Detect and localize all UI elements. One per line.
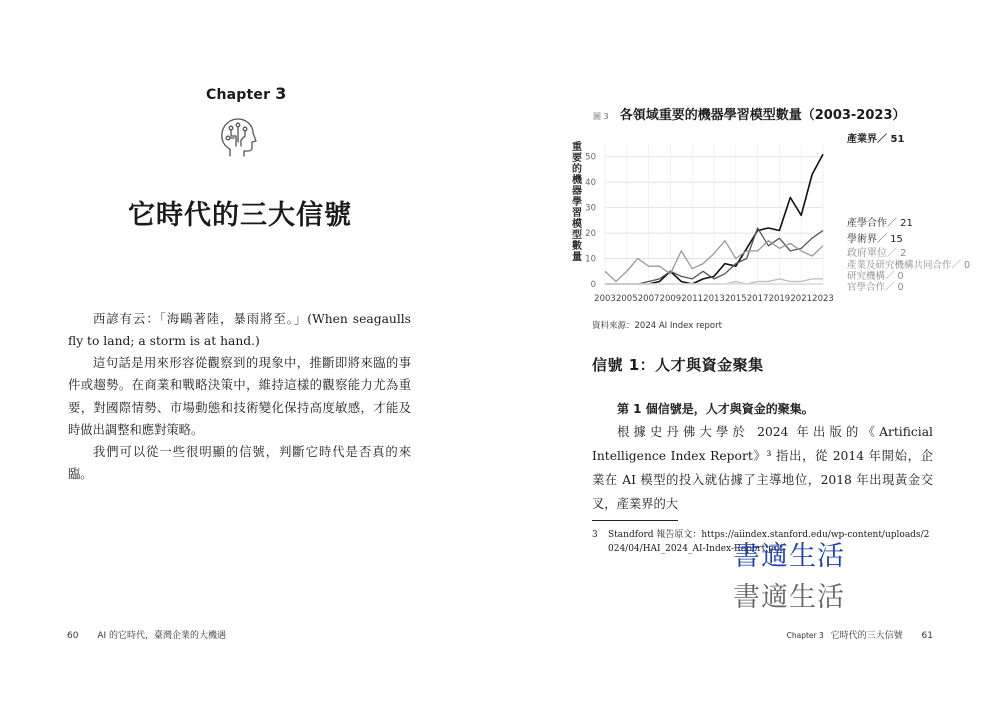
figure-title: 各領域重要的機器學習模型數量（2003-2023） bbox=[619, 108, 906, 123]
signals-paragraph: 我們可以從一些很明顯的信號，判斷它時代是否真的來臨。 bbox=[68, 445, 411, 482]
figure-number: 圖 3 bbox=[593, 112, 609, 121]
y-tick-label: 40 bbox=[585, 178, 596, 189]
y-axis-label-char: 要 bbox=[572, 153, 582, 164]
series-end-label: 學術界／ 15 bbox=[847, 234, 903, 245]
intro-paragraph: 西諺有云：「海鷗著陸，暴雨將至。」(When seagaulls fly to land; a storm is at hand.) bbox=[68, 312, 411, 349]
right-page bbox=[500, 0, 1000, 710]
x-tick-label: 2011 bbox=[681, 294, 704, 304]
footnote-text: Standford 報告原文：https://aiindex.stanford.edu/wp-content/uploads/2024/04/HAI_2024_AI-Index-Report.pdf bbox=[608, 530, 930, 554]
x-tick-label: 2023 bbox=[812, 294, 834, 304]
page-number: 61 bbox=[921, 631, 933, 641]
y-axis-label-char: 重 bbox=[572, 142, 582, 153]
chapter-number: 3 bbox=[275, 84, 287, 103]
series-end-label: 官學合作／ 0 bbox=[847, 282, 904, 293]
y-tick-label: 0 bbox=[590, 280, 596, 290]
explanation-paragraph: 這句話是用來形容從觀察到的現象中，推斷即將來臨的事件或趨勢。在商業和戰略決策中，維持這樣的觀察能力尤為重要，對國際情勢、市場動態和技術變化保持高度敏感，才能及時做出調整和應對策略。 bbox=[68, 356, 411, 438]
y-axis-label-char: 數 bbox=[572, 241, 582, 252]
section-heading: 信號 1：人才與資金聚集 bbox=[592, 356, 764, 374]
series-end-label: 產業及研究機構共同合作／ 0 bbox=[847, 260, 971, 271]
y-axis-label-char: 模 bbox=[572, 219, 582, 230]
figure-label bbox=[593, 104, 906, 123]
running-chapter: Chapter 3 bbox=[786, 631, 824, 640]
left-footer bbox=[67, 628, 226, 641]
series-end-label: 產學合作／ 21 bbox=[847, 218, 913, 229]
ai-head-icon bbox=[216, 116, 260, 160]
source-note: 資料來源：2024 AI Index report bbox=[592, 321, 722, 331]
series-end-label: 產業界／ 51 bbox=[847, 134, 905, 145]
y-tick-label: 30 bbox=[585, 203, 596, 214]
watermark-blue: 書適生活 bbox=[733, 541, 845, 572]
y-axis-label-char: 學 bbox=[572, 197, 582, 208]
chapter-word: Chapter bbox=[206, 87, 271, 103]
page-number: 60 bbox=[67, 631, 79, 641]
y-axis-label-char: 型 bbox=[572, 230, 582, 241]
right-footer bbox=[787, 628, 933, 641]
x-tick-label: 2007 bbox=[637, 294, 660, 304]
x-tick-label: 2021 bbox=[790, 294, 813, 304]
y-axis-label-char: 的 bbox=[572, 164, 582, 175]
y-tick-label: 10 bbox=[585, 254, 596, 265]
chapter-title: 它時代的三大信號 bbox=[128, 200, 352, 231]
x-tick-label: 2009 bbox=[659, 294, 682, 304]
y-axis-label-char: 習 bbox=[572, 208, 582, 219]
series-end-label: 研究機構／ 0 bbox=[847, 271, 904, 282]
x-tick-label: 2003 bbox=[594, 294, 616, 304]
y-axis-label-char: 機 bbox=[572, 175, 582, 186]
line-chart bbox=[560, 128, 1000, 313]
y-axis-label-char: 器 bbox=[572, 186, 582, 197]
y-tick-label: 50 bbox=[585, 152, 596, 163]
footnote-number: 3 bbox=[592, 530, 598, 540]
series-end-label: 政府單位／ 2 bbox=[847, 248, 907, 259]
footnote-divider bbox=[592, 520, 678, 521]
running-title: 它時代的三大信號 bbox=[830, 631, 903, 641]
x-tick-label: 2005 bbox=[615, 294, 638, 304]
signal-statement: 第 1 個信號是，人才與資金的聚集。 bbox=[617, 402, 814, 416]
y-tick-label: 20 bbox=[585, 229, 596, 240]
watermark-gray: 書適生活 bbox=[733, 582, 845, 613]
x-tick-label: 2019 bbox=[768, 294, 791, 304]
y-axis-label-char: 量 bbox=[572, 252, 582, 263]
body-paragraph: 根據史丹佛大學於 2024 年出版的《Artificial Intelligence Index Report》³ 指出，從 2014 年開始，企業在 AI 模型的投入就佔據了主導地位，2018 年出現黃金交叉，產業界的大 bbox=[592, 425, 933, 511]
chapter-label bbox=[206, 84, 287, 103]
x-tick-label: 2017 bbox=[746, 294, 769, 304]
x-tick-label: 2015 bbox=[724, 294, 747, 304]
running-title: AI 的它時代，臺灣企業的大機遇 bbox=[97, 631, 227, 641]
x-tick-label: 2013 bbox=[703, 294, 725, 304]
